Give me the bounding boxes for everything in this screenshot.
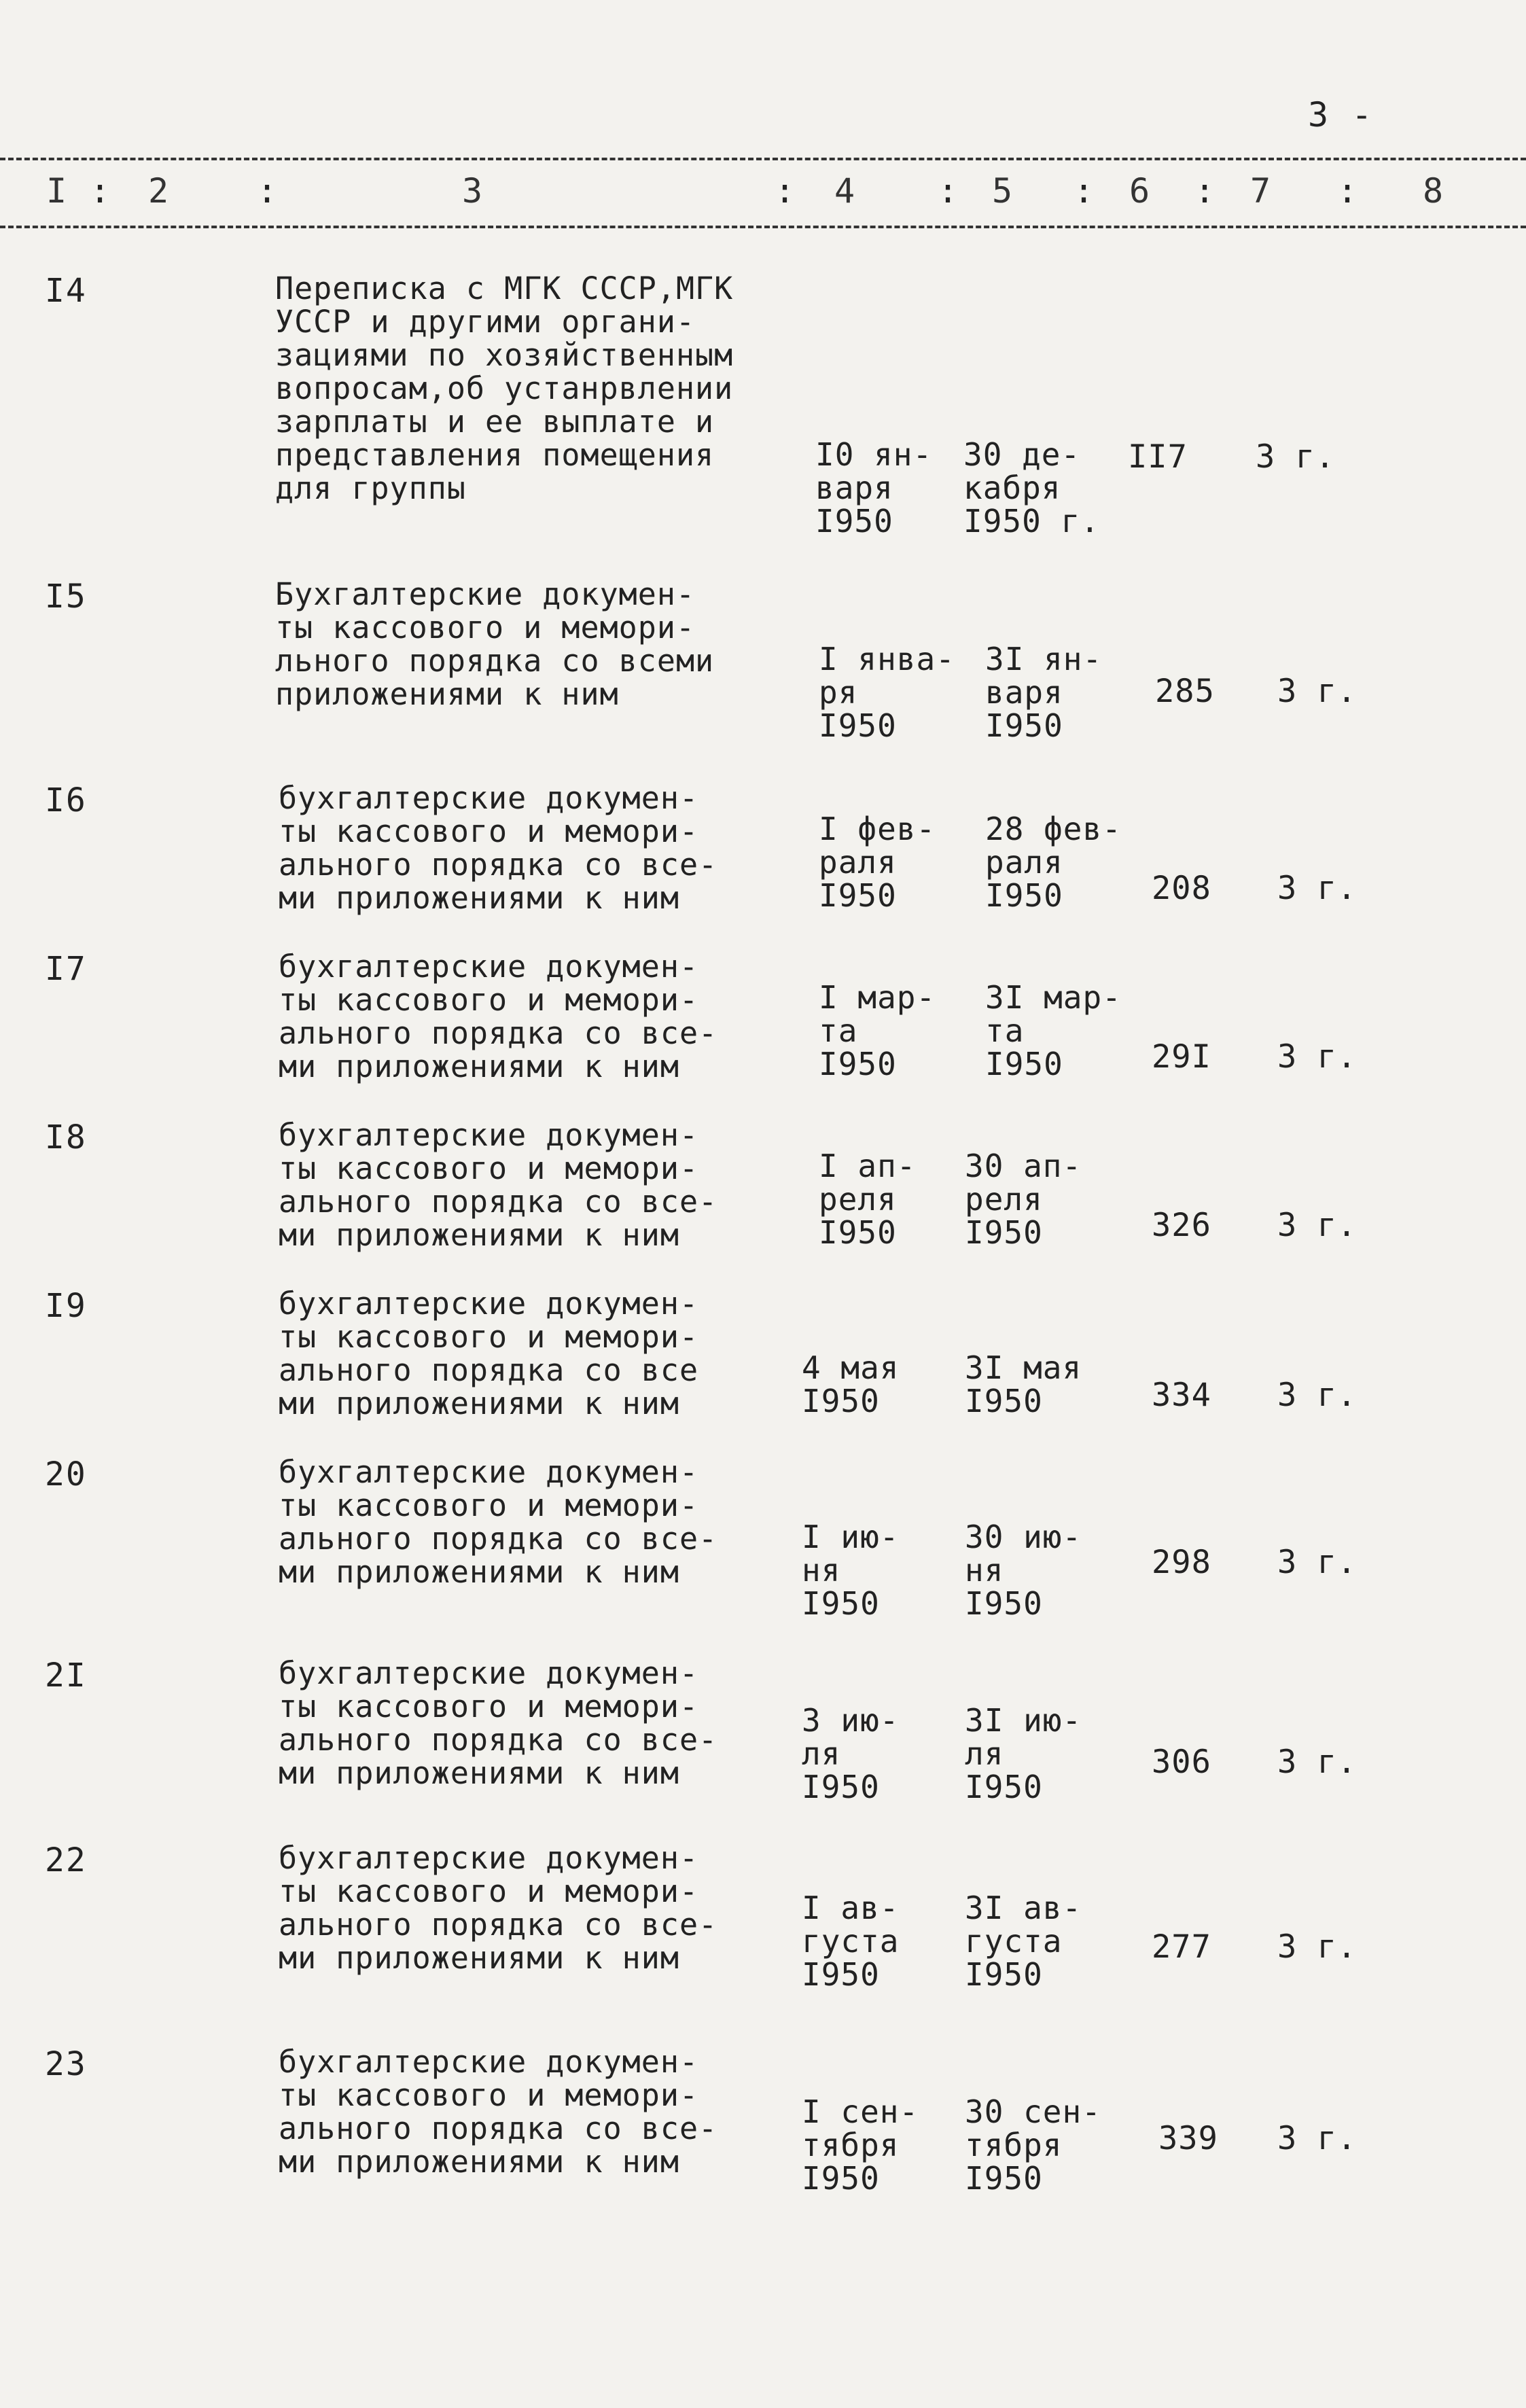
end-date — [965, 1704, 1082, 1804]
sheet-count: 306 — [1152, 1743, 1211, 1781]
date-line: I950 — [819, 1214, 897, 1251]
col-head-4: 4 — [834, 171, 855, 211]
entry-number: I8 — [45, 1118, 87, 1156]
title-line: бухгалтерские докумен- — [279, 1840, 699, 1876]
title-line: зарплаты и ее выплате и — [275, 404, 715, 440]
retention-term: 3 г. — [1277, 1743, 1358, 1781]
date-line: ня — [802, 1552, 841, 1589]
entry-number: I7 — [45, 950, 87, 988]
date-line: 3I мая — [965, 1349, 1082, 1386]
entry-title — [279, 2045, 795, 2178]
date-line: реля — [965, 1181, 1043, 1218]
entry-title — [279, 781, 795, 915]
sheet-count: 298 — [1152, 1544, 1211, 1581]
entry-number: 20 — [45, 1455, 87, 1493]
header-rule-bottom — [0, 226, 1526, 228]
title-line: ми приложениями к ним — [279, 1048, 679, 1084]
entry-title — [279, 1841, 795, 1975]
date-line: 30 де- — [963, 436, 1081, 473]
entry-title — [279, 1657, 795, 1790]
date-line: I950 — [965, 1383, 1043, 1419]
start-date — [802, 1351, 899, 1418]
date-line: 30 сен- — [965, 2093, 1101, 2130]
date-line: I950 — [965, 1956, 1043, 1993]
retention-term: 3 г. — [1277, 870, 1358, 907]
title-line: ального порядка со все- — [279, 1907, 718, 1943]
date-line: 3I ию- — [965, 1702, 1082, 1739]
entry-number: I4 — [45, 272, 87, 310]
entry-title — [279, 1287, 795, 1420]
retention-term: 3 г. — [1256, 438, 1336, 476]
title-line: ми приложениями к ним — [279, 1217, 679, 1253]
date-line: ня — [965, 1552, 1004, 1589]
date-line: 3I мар- — [985, 979, 1122, 1016]
entry-number: I5 — [45, 578, 87, 616]
date-line: I950 — [985, 877, 1063, 914]
date-line: I950 — [965, 1769, 1043, 1805]
date-line: 3I ян- — [985, 641, 1103, 677]
title-line: ального порядка со все- — [279, 847, 718, 883]
title-line: зациями по хозяйственным — [275, 337, 734, 373]
title-line: бухгалтерские докумен- — [279, 1655, 699, 1691]
date-line: тября — [802, 2127, 900, 2163]
title-line: бухгалтерские докумен- — [279, 780, 699, 816]
title-line: ми приложениями к ним — [279, 2144, 679, 2180]
title-line: ми приложениями к ним — [279, 1554, 679, 1590]
start-date — [802, 2095, 919, 2195]
title-line: ального порядка со все- — [279, 1722, 718, 1758]
date-line: I фев- — [819, 811, 936, 847]
title-line: ты кассового и мемори- — [279, 982, 699, 1018]
title-line: ми приложениями к ним — [279, 1755, 679, 1791]
col-head-2: 2 — [148, 171, 169, 211]
sheet-count: 208 — [1152, 870, 1211, 907]
title-line: ты кассового и мемори- — [279, 1688, 699, 1724]
header-rule-top — [0, 158, 1526, 160]
entry-number: 23 — [45, 2045, 87, 2083]
start-date — [815, 438, 932, 538]
end-date — [963, 438, 1100, 538]
title-line: ального порядка со все- — [279, 1521, 718, 1557]
title-line: бухгалтерские докумен- — [279, 1454, 699, 1490]
date-line: I янва- — [819, 641, 955, 677]
date-line: густа — [965, 1923, 1063, 1960]
date-line: 3I ав- — [965, 1890, 1082, 1926]
col-sep: : — [257, 171, 278, 211]
sheet-count: 277 — [1152, 1928, 1211, 1966]
title-line: ты кассового и мемори- — [279, 813, 699, 849]
retention-term: 3 г. — [1277, 1928, 1358, 1966]
date-line: I0 ян- — [815, 436, 933, 473]
date-line: I950 — [819, 1046, 897, 1082]
title-line: ты кассового и мемори- — [279, 2077, 699, 2113]
date-line: кабря — [963, 470, 1061, 506]
title-line: бухгалтерские докумен- — [279, 949, 699, 985]
date-line: варя — [815, 470, 893, 506]
date-line: I950 — [802, 1383, 880, 1419]
date-line: I мар- — [819, 979, 936, 1016]
retention-term: 3 г. — [1277, 1207, 1358, 1244]
date-line: I950 — [815, 503, 893, 539]
title-line: УССР и другими органи- — [275, 304, 696, 340]
col-sep: : — [1194, 171, 1216, 211]
date-line: та — [819, 1012, 858, 1049]
col-sep: : — [775, 171, 796, 211]
title-line: Бухгалтерские докумен- — [275, 576, 696, 612]
title-line: приложениями к ним — [275, 676, 619, 712]
date-line: ля — [965, 1735, 1004, 1772]
end-date — [985, 981, 1122, 1081]
date-line: I950 — [802, 1585, 880, 1622]
date-line: 28 фев- — [985, 811, 1122, 847]
title-line: ты кассового и мемори- — [279, 1487, 699, 1523]
title-line: ального порядка со все- — [279, 1015, 718, 1051]
end-date — [965, 1892, 1082, 1991]
title-line: ты кассового и мемори- — [279, 1873, 699, 1909]
col-head-5: 5 — [992, 171, 1013, 211]
date-line: раля — [819, 844, 897, 881]
date-line: I ию- — [802, 1519, 900, 1555]
date-line: I950 — [819, 707, 897, 744]
title-line: Переписка с МГК СССР,МГК — [275, 270, 734, 306]
start-date — [819, 1150, 916, 1250]
sheet-count: 29I — [1152, 1038, 1211, 1076]
start-date — [819, 981, 936, 1081]
entry-number: 22 — [45, 1841, 87, 1879]
date-line: I ап- — [819, 1148, 917, 1184]
entry-title — [275, 272, 792, 505]
sheet-count: 339 — [1158, 2120, 1218, 2157]
sheet-count: II7 — [1128, 438, 1188, 476]
title-line: ми приложениями к ним — [279, 1385, 679, 1421]
entry-title — [279, 1118, 795, 1252]
date-line: тября — [965, 2127, 1063, 2163]
date-line: I950 — [802, 1956, 880, 1993]
start-date — [802, 1521, 899, 1621]
date-line: густа — [802, 1923, 900, 1960]
entry-title — [279, 950, 795, 1083]
title-line: ми приложениями к ним — [279, 880, 679, 916]
date-line: 4 мая — [802, 1349, 900, 1386]
date-line: I950 г. — [963, 503, 1100, 539]
title-line: ми приложениями к ним — [279, 1940, 679, 1976]
end-date — [965, 1521, 1082, 1621]
col-sep: : — [938, 171, 959, 211]
title-line: бухгалтерские докумен- — [279, 2044, 699, 2080]
sheet-count: 326 — [1152, 1207, 1211, 1244]
retention-term: 3 г. — [1277, 2120, 1358, 2157]
col-head-1: I — [46, 171, 67, 211]
entry-number: 2I — [45, 1657, 87, 1695]
date-line: I950 — [965, 1214, 1043, 1251]
date-line: 3 ию- — [802, 1702, 900, 1739]
date-line: I950 — [802, 1769, 880, 1805]
title-line: ты кассового и мемори- — [279, 1150, 699, 1186]
col-head-6: 6 — [1129, 171, 1150, 211]
date-line: I ав- — [802, 1890, 900, 1926]
date-line: I950 — [965, 1585, 1043, 1622]
title-line: вопросам,об устанрвлении — [275, 370, 734, 406]
title-line: для группы — [275, 470, 466, 506]
entry-number: I9 — [45, 1287, 87, 1325]
title-line: бухгалтерские докумен- — [279, 1286, 699, 1322]
retention-term: 3 г. — [1277, 1377, 1358, 1414]
col-head-8: 8 — [1423, 171, 1444, 211]
date-line: 30 ию- — [965, 1519, 1082, 1555]
date-line: раля — [985, 844, 1063, 881]
date-line: варя — [985, 674, 1063, 711]
entry-number: I6 — [45, 781, 87, 819]
title-line: ального порядка со все- — [279, 2110, 718, 2146]
col-head-7: 7 — [1250, 171, 1271, 211]
title-line: ты кассового и мемори- — [275, 609, 696, 645]
date-line: I950 — [819, 877, 897, 914]
sheet-count: 285 — [1155, 673, 1215, 710]
col-head-3: 3 — [462, 171, 483, 211]
date-line: I950 — [985, 707, 1063, 744]
title-line: льного порядка со всеми — [275, 643, 715, 679]
entry-title — [275, 578, 792, 711]
end-date — [985, 643, 1102, 743]
date-line: I950 — [965, 2160, 1043, 2197]
start-date — [802, 1704, 899, 1804]
title-line: представления помещения — [275, 437, 715, 473]
date-line: ля — [802, 1735, 841, 1772]
start-date — [819, 643, 955, 743]
col-sep: : — [1337, 171, 1358, 211]
date-line: I сен- — [802, 2093, 919, 2130]
title-line: ального порядка со все- — [279, 1184, 718, 1220]
date-line: ря — [819, 674, 858, 711]
col-sep: : — [1073, 171, 1095, 211]
retention-term: 3 г. — [1277, 1038, 1358, 1076]
end-date — [985, 813, 1122, 913]
entry-title — [279, 1455, 795, 1589]
date-line: 30 ап- — [965, 1148, 1082, 1184]
start-date — [819, 813, 936, 913]
date-line: та — [985, 1012, 1025, 1049]
date-line: I950 — [802, 2160, 880, 2197]
title-line: бухгалтерские докумен- — [279, 1117, 699, 1153]
page-number: 3 - — [1308, 95, 1374, 135]
col-sep: : — [90, 171, 111, 211]
end-date — [965, 1351, 1082, 1418]
start-date — [802, 1892, 899, 1991]
date-line: реля — [819, 1181, 897, 1218]
date-line: I950 — [985, 1046, 1063, 1082]
title-line: ального порядка со все — [279, 1352, 699, 1388]
sheet-count: 334 — [1152, 1377, 1211, 1414]
retention-term: 3 г. — [1277, 673, 1358, 710]
end-date — [965, 2095, 1101, 2195]
title-line: ты кассового и мемори- — [279, 1319, 699, 1355]
end-date — [965, 1150, 1082, 1250]
retention-term: 3 г. — [1277, 1544, 1358, 1581]
